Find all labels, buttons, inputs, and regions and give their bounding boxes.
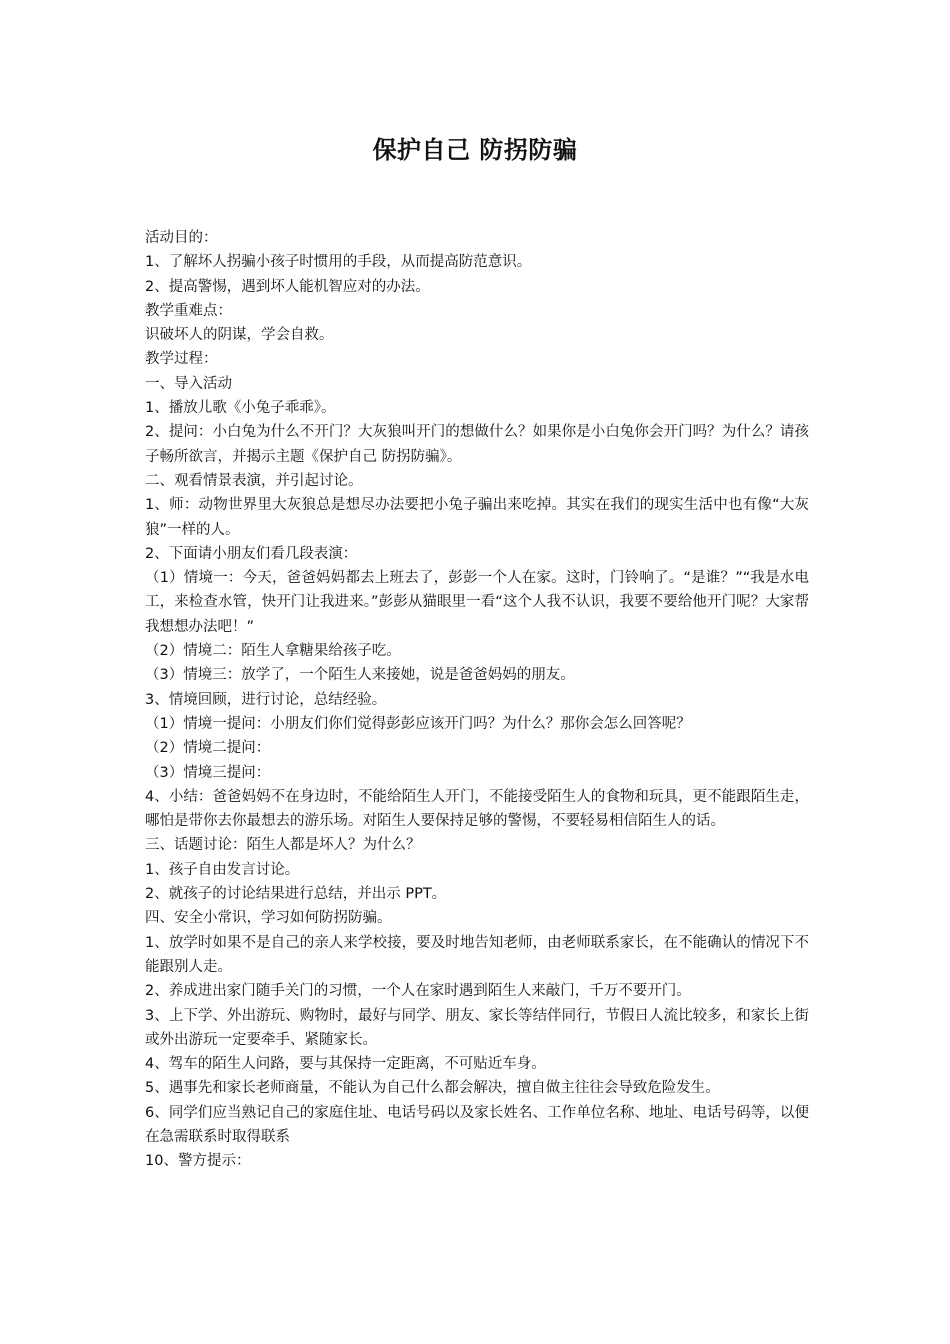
paragraph: 识破坏人的阴谋，学会自救。	[145, 327, 334, 344]
paragraph: 4、驾车的陌生人问路，要与其保持一定距离，不可贴近车身。	[145, 1056, 546, 1073]
paragraph: 1、播放儿歌《小兔子乖乖》。	[145, 400, 336, 417]
paragraph: 一、导入活动	[145, 375, 232, 392]
paragraph: 2、提高警惕，遇到坏人能机智应对的办法。	[145, 278, 430, 295]
paragraph: 活动目的：	[145, 230, 218, 246]
paragraph: 1、师：动物世界里大灰狼总是想尽办法要把小兔子骗出来吃掉。其实在我们的现实生活中也有像“大灰狼”一样的人。	[145, 497, 809, 538]
paragraph: （3）情境三：放学了，一个陌生人来接她，说是爸爸妈妈的朋友。	[145, 667, 575, 684]
paragraph: 5、遇事先和家长老师商量，不能认为自己什么都会解决，擅自做主往往会导致危险发生。	[145, 1080, 720, 1097]
paragraph: （1）情境一提问：小朋友们你们觉得彭彭应该开门吗？为什么？那你会怎么回答呢？	[145, 715, 691, 732]
document-body	[145, 226, 809, 1174]
paragraph: 教学重难点：	[145, 302, 232, 319]
paragraph: 1、了解坏人拐骗小孩子时惯用的手段，从而提高防范意识。	[145, 254, 532, 271]
paragraph: （2）情境二：陌生人拿糖果给孩子吃。	[145, 643, 401, 660]
paragraph: 2、就孩子的讨论结果进行总结，并出示 PPT。	[145, 886, 447, 903]
paragraph: 2、养成进出家门随手关门的习惯，一个人在家时遇到陌生人来敲门，千万不要开门。	[145, 983, 691, 1000]
paragraph: 3、上下学、外出游玩、购物时，最好与同学、朋友、家长等结伴同行，节假日人流比较多，和家长上街或外出游玩一定要牵手、紧随家长。	[145, 1007, 809, 1048]
paragraph: 1、孩子自由发言讨论。	[145, 861, 300, 878]
paragraph: 3、情境回顾，进行讨论，总结经验。	[145, 691, 387, 708]
paragraph: 4、小结：爸爸妈妈不在身边时，不能给陌生人开门，不能接受陌生人的食物和玩具，更不能跟陌生走，哪怕是带你去你最想去的游乐场。对陌生人要保持足够的警惕，不要轻易相信陌生人的话。	[145, 788, 809, 830]
paragraph: 2、下面请小朋友们看几段表演：	[145, 545, 358, 562]
paragraph: 2、提问：小白兔为什么不开门？大灰狼叫开门的想做什么？如果你是小白兔你会开门吗？为什么？请孩子畅所欲言，并揭示主题《保护自己 防拐防骗》。	[145, 424, 809, 465]
paragraph: （2）情境二提问：	[145, 740, 271, 757]
paragraph: 1、放学时如果不是自己的亲人来学校接，要及时地告知老师，由老师联系家长，在不能确认的情况下不能跟别人走。	[145, 934, 809, 975]
page-title: 保护自己 防拐防骗	[372, 136, 578, 164]
paragraph: 三、话题讨论：陌生人都是坏人？为什么？	[145, 837, 421, 854]
paragraph: 10、警方提示：	[145, 1153, 251, 1170]
paragraph: 二、观看情景表演，并引起讨论。	[145, 472, 363, 489]
paragraph: （1）情境一：今天，爸爸妈妈都去上班去了，彭彭一个人在家。这时，门铃响了。“是谁？”“我是水电工，来检查水管，快开门让我进来。”彭彭从猫眼里一看“这个人我不认识，我要不要给他开门呢？大家帮我想想办法吧！”	[145, 570, 809, 635]
paragraph: 教学过程：	[145, 351, 218, 368]
paragraph: 6、同学们应当熟记自己的家庭住址、电话号码以及家长姓名、工作单位名称、地址、电话号码等，以便在急需联系时取得联系	[145, 1104, 809, 1145]
paragraph: （3）情境三提问：	[145, 764, 271, 781]
paragraph: 四、安全小常识，学习如何防拐防骗。	[145, 910, 392, 927]
